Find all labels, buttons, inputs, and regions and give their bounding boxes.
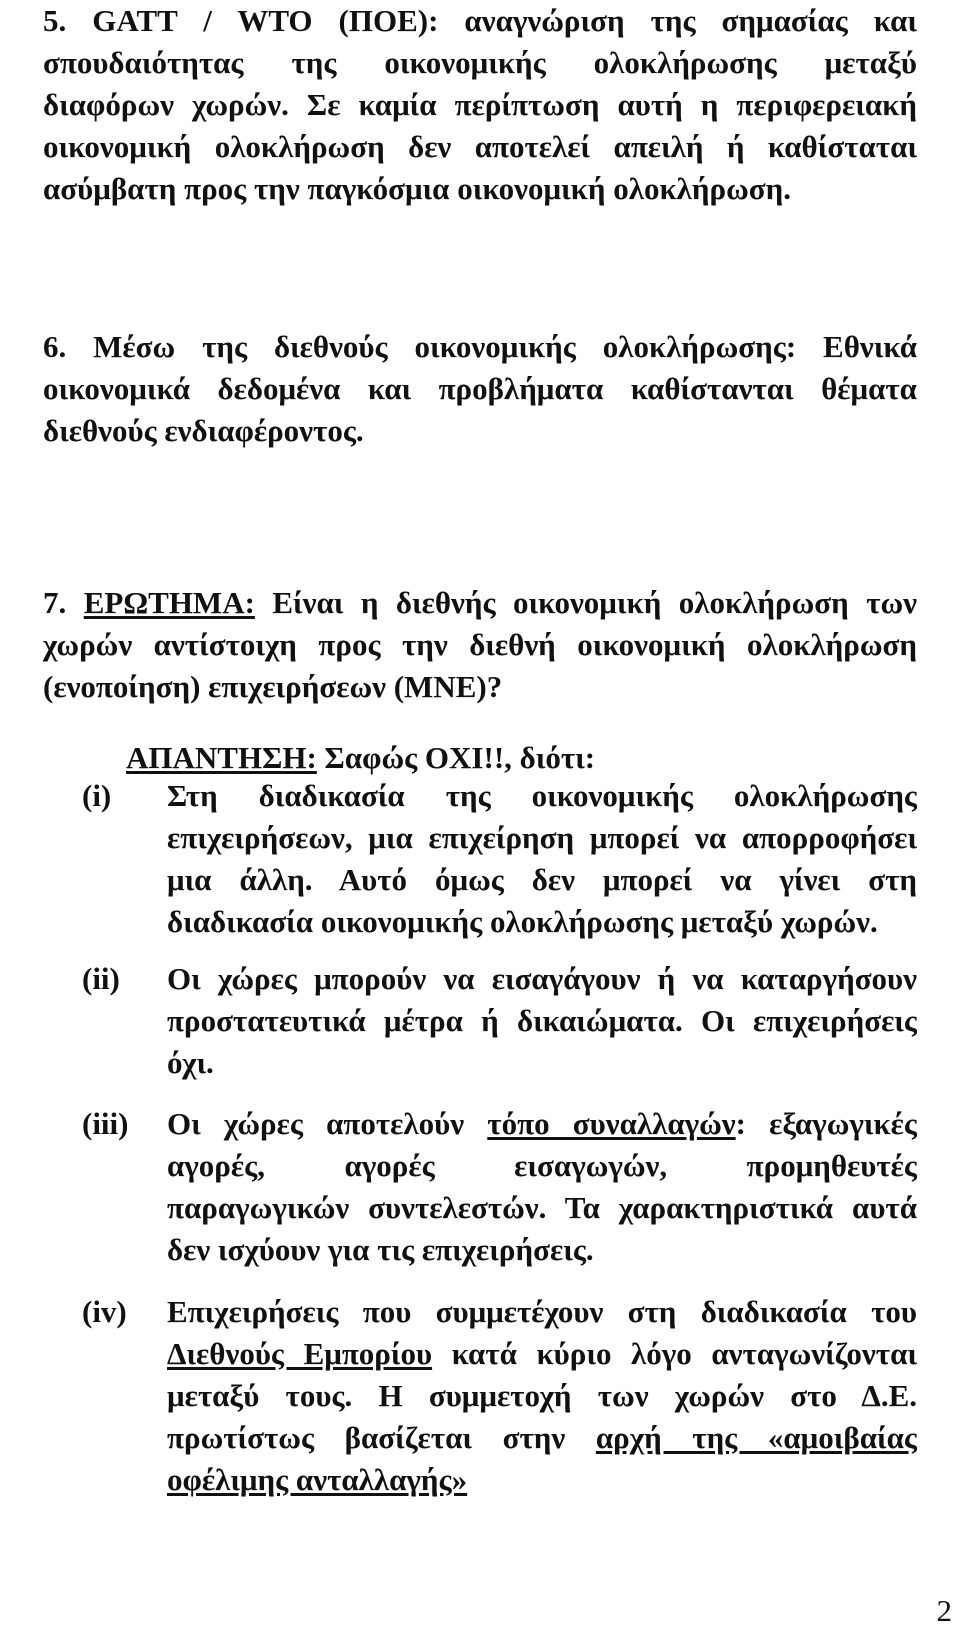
- point-line: Στη διαδικασία της οικονομικής ολοκλήρωσης: [167, 778, 917, 813]
- point-line: επιχειρήσεων, μια επιχείρηση μπορεί να απορροφήσει: [167, 820, 917, 855]
- answer-label: ΑΠΑΝΤΗΣΗ:: [126, 740, 317, 775]
- point-line: [167, 1417, 917, 1459]
- section-5: [43, 0, 917, 210]
- section-7-line: (ενοποίηση) επιχειρήσεων (ΜΝΕ)?: [43, 669, 503, 704]
- page-number: 2: [936, 1593, 952, 1628]
- point-line: αγορές, αγορές εισαγωγών, προμηθευτές: [167, 1148, 917, 1183]
- section-6-line: διεθνούς ενδιαφέροντος.: [43, 413, 364, 448]
- point-text: Οι χώρες αποτελούν: [167, 1106, 488, 1141]
- section-5-line: ασύμβατη προς την παγκόσμια οικονομική ολοκλήρωση.: [43, 171, 791, 206]
- section-7-line: [43, 582, 917, 624]
- point-line: μια άλλη. Αυτό όμως δεν μπορεί να γίνει στη: [167, 862, 917, 897]
- section-7-line: χωρών αντίστοιχη προς την διεθνή οικονομική ολοκλήρωση: [43, 627, 917, 662]
- point-line: Οι χώρες μπορούν να εισαγάγουν ή να καταργήσουν: [167, 961, 917, 996]
- point-iii: [167, 1103, 917, 1271]
- point-line: μεταξύ τους. Η συμμετοχή των χωρών στο Δ.Ε.: [167, 1378, 917, 1413]
- point-iv: [167, 1291, 917, 1501]
- point-line: διαδικασία οικονομικής ολοκλήρωσης μεταξύ χωρών.: [167, 904, 878, 939]
- question-label: ΕΡΩΤΗΜΑ:: [83, 585, 255, 620]
- section-7: [43, 582, 917, 708]
- point-label: (iv): [82, 1294, 127, 1329]
- point-line: παραγωγικών συντελεστών. Τα χαρακτηριστικά αυτά: [167, 1190, 917, 1225]
- point-line: δεν ισχύουν για τις επιχειρήσεις.: [167, 1232, 594, 1267]
- underlined-term: τόπο συναλλαγών: [487, 1106, 736, 1141]
- section-6-line: 6. Μέσω της διεθνούς οικονομικής ολοκλήρωσης: Εθνικά: [43, 329, 917, 364]
- underlined-term: οφέλιμης ανταλλαγής»: [167, 1462, 468, 1497]
- section-6-line: οικονομικά δεδομένα και προβλήματα καθίστανται θέματα: [43, 371, 917, 406]
- point-label: (iii): [82, 1106, 129, 1141]
- section-5-line: διαφόρων χωρών. Σε καμία περίπτωση αυτή η περιφερειακή: [43, 87, 917, 122]
- section-5-line: 5. GATT / WTO (ΠΟΕ): αναγνώριση της σημασίας και: [43, 3, 917, 38]
- point-label: (i): [82, 778, 112, 813]
- point-text: πρωτίστως βασίζεται στην: [167, 1420, 596, 1455]
- section-5-line: οικονομική ολοκλήρωση δεν αποτελεί απειλή ή καθίσταται: [43, 129, 917, 164]
- point-text: : εξαγωγικές: [735, 1106, 917, 1141]
- point-ii: [167, 958, 917, 1084]
- question-text: Είναι η διεθνής οικονομική ολοκλήρωση των: [272, 585, 917, 620]
- section-5-line: σπουδαιότητας της οικονομικής ολοκλήρωσης μεταξύ: [43, 45, 917, 80]
- point-line: [167, 1103, 917, 1145]
- point-line: όχι.: [167, 1045, 214, 1080]
- section-7-number: 7.: [43, 585, 67, 620]
- answer-line: [126, 737, 917, 779]
- point-line: [167, 1333, 917, 1375]
- point-label: (ii): [82, 961, 120, 996]
- point-text: κατά κύριο λόγο ανταγωνίζονται: [432, 1336, 917, 1371]
- underlined-term: Διεθνούς Εμπορίου: [167, 1336, 433, 1371]
- answer-text: Σαφώς ΟΧΙ!!, διότι:: [316, 740, 596, 775]
- point-i: [167, 775, 917, 943]
- point-line: προστατευτικά μέτρα ή δικαιώματα. Οι επιχειρήσεις: [167, 1003, 917, 1038]
- underlined-term: αρχή της «αμοιβαίας: [595, 1420, 917, 1455]
- point-line: [167, 1459, 917, 1501]
- point-line: Επιχειρήσεις που συμμετέχουν στη διαδικασία του: [167, 1294, 917, 1329]
- section-6: [43, 326, 917, 452]
